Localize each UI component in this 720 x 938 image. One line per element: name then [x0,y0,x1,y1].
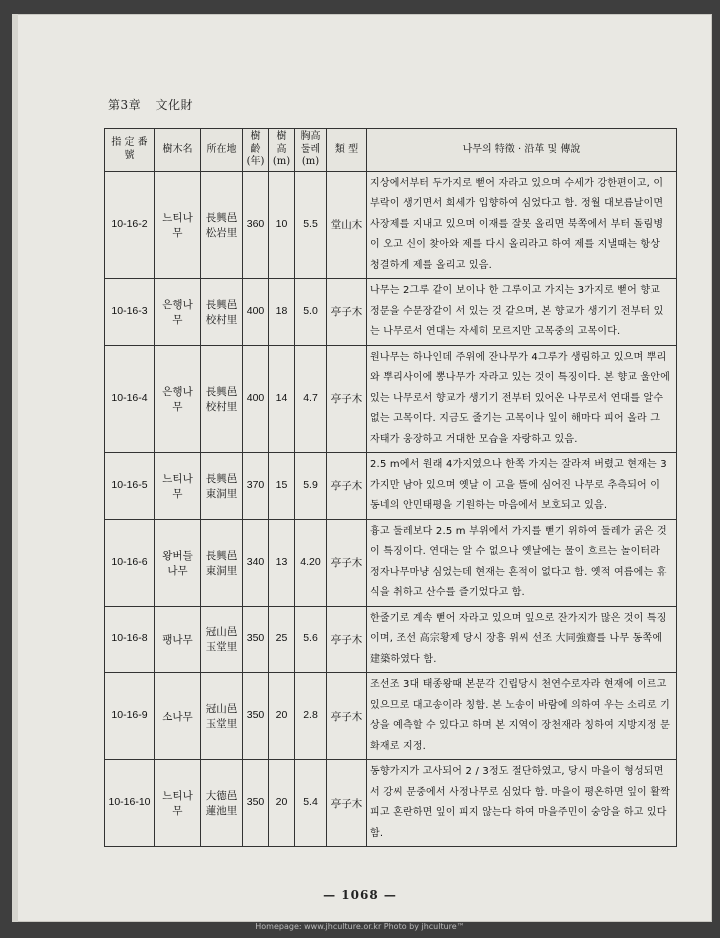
designation-number-cell: 10-16-9 [105,673,155,760]
height-cell: 20 [269,673,295,760]
table-row [105,519,677,606]
tree-table [104,128,677,847]
designation-number-cell: 10-16-2 [105,171,155,279]
type-cell: 亭子木 [327,279,367,346]
description-cell: 2.5 m에서 원래 4가지였으나 한쪽 가지는 잘라져 버렸고 현재는 3가지만 남아 있으며 옛날 이 고을 뜰에 심어진 나무로 추측되어 이 동네의 안민태평을 기원하는 마음에서 보호되고 있음. [367,453,677,520]
height-cell: 20 [269,760,295,847]
type-cell: 亭子木 [327,519,367,606]
description-cell: 지상에서부터 두가지로 뻗어 자라고 있으며 수세가 강한편이고, 이 부락이 생기면서 희세가 입향하여 심었다고 함. 정월 대보름날이면 사장제를 지내고 있으며 이재를 잘못 올리면 북쪽에서 부터 돌림병이 오고 신이 찾아와 제를 다시 올리라고 하여 제를 지낼때는 항상 청결하게 제를 올리고 있음. [367,171,677,279]
girth-cell: 5.6 [295,606,327,673]
description-cell: 나무는 2그루 같이 보이나 한 그루이고 가지는 3가지로 뻗어 향교 정문을 수문장같이 서 있는 것 같으며, 본 향교가 생기기 전부터 있는 나무로서 연대는 자세히 모르지만 고목중의 고목이다. [367,279,677,346]
girth-cell: 5.4 [295,760,327,847]
designation-number-cell: 10-16-6 [105,519,155,606]
location-cell: 長興邑 東洞里 [201,453,243,520]
girth-cell: 5.9 [295,453,327,520]
header-cell: 胸高둘레(m) [295,129,327,172]
height-cell: 15 [269,453,295,520]
designation-number-cell: 10-16-4 [105,345,155,453]
location-cell: 大德邑 蓮池里 [201,760,243,847]
header-cell: 指 定 番 號 [105,129,155,172]
height-cell: 14 [269,345,295,453]
tree-name-cell: 은행나무 [155,279,201,346]
designation-number-cell: 10-16-10 [105,760,155,847]
tree-name-cell: 은행나무 [155,345,201,453]
girth-cell: 5.5 [295,171,327,279]
type-cell: 亭子木 [327,606,367,673]
age-cell: 360 [243,171,269,279]
tree-name-cell: 소나무 [155,673,201,760]
location-cell: 長興邑 校村里 [201,345,243,453]
tree-name-cell: 느티나무 [155,453,201,520]
age-cell: 350 [243,760,269,847]
girth-cell: 4.7 [295,345,327,453]
age-cell: 340 [243,519,269,606]
description-cell: 동향가지가 고사되어 2 / 3정도 절단하였고, 당시 마을이 형성되면서 강씨 문중에서 사정나무로 심었다 함. 마을이 평온하면 잎이 활짝피고 혼란하면 잎이 피지 않는다 하여 마을주민이 숭앙을 하고 있다 함. [367,760,677,847]
table-row [105,279,677,346]
designation-number-cell: 10-16-3 [105,279,155,346]
type-cell: 堂山木 [327,171,367,279]
designation-number-cell: 10-16-8 [105,606,155,673]
girth-cell: 4.20 [295,519,327,606]
location-cell: 長興邑 校村里 [201,279,243,346]
table-row [105,760,677,847]
table-row [105,453,677,520]
location-cell: 冠山邑 玉堂里 [201,606,243,673]
page-binding-edge [12,14,18,922]
location-cell: 長興邑 松岩里 [201,171,243,279]
section-label: 文化財 [155,98,193,112]
table-row [105,345,677,453]
chapter-header [108,96,203,113]
tree-name-cell: 왕버들 나무 [155,519,201,606]
type-cell: 亭子木 [327,345,367,453]
header-cell: 類 型 [327,129,367,172]
height-cell: 18 [269,279,295,346]
location-cell: 長興邑 東洞里 [201,519,243,606]
type-cell: 亭子木 [327,453,367,520]
age-cell: 370 [243,453,269,520]
age-cell: 400 [243,279,269,346]
header-cell: 樹高 (m) [269,129,295,172]
table-header-row [105,129,677,172]
tree-name-cell: 느티나무 [155,171,201,279]
girth-cell: 2.8 [295,673,327,760]
age-cell: 350 [243,673,269,760]
table-row [105,606,677,673]
height-cell: 25 [269,606,295,673]
header-cell: 나무의 特徵 · 沿革 및 傳說 [367,129,677,172]
tree-name-cell: 느티나무 [155,760,201,847]
designation-number-cell: 10-16-5 [105,453,155,520]
table-row [105,171,677,279]
table-row [105,673,677,760]
type-cell: 亭子木 [327,760,367,847]
chapter-label: 第3章 [108,98,142,112]
tree-name-cell: 팽나무 [155,606,201,673]
height-cell: 13 [269,519,295,606]
header-cell: 所在地 [201,129,243,172]
age-cell: 350 [243,606,269,673]
description-cell: 흉고 둘레보다 2.5 m 부위에서 가지를 뻗기 위하여 둘레가 굵은 것이 특징이다. 연대는 알 수 없으나 옛날에는 물이 흐르는 놀이터라 정자나무마냥 심었는데 현재는 흔적이 없다고 함. 옛적 여름에는 휴식을 취하고 산수를 즐기었다고 함. [367,519,677,606]
header-cell: 樹木名 [155,129,201,172]
page-number: — 1068 — [323,888,397,902]
girth-cell: 5.0 [295,279,327,346]
description-cell: 조선조 3대 태종왕때 본문각 긴립당시 천연수로자라 현재에 이르고 있으므로 대고송이라 칭함. 본 노송이 바람에 의하여 우는 소리로 기상을 예측할 수 있다고 하며 본 지역이 장천재라 칭하여 지방지정 문화재로 지정. [367,673,677,760]
type-cell: 亭子木 [327,673,367,760]
photo-credit: Homepage: www.jhculture.or.kr Photo by jhculture™ [255,922,465,931]
header-cell: 樹齡 (年) [243,129,269,172]
description-cell: 한줄기로 계속 뻗어 자라고 있으며 잎으로 잔가지가 많은 것이 특징이며, 조선 高宗황제 당시 장흥 위씨 선조 大同強齋를 나무 동쪽에 建築하였다 함. [367,606,677,673]
age-cell: 400 [243,345,269,453]
description-cell: 원나무는 하나인데 주위에 잔나무가 4그루가 생림하고 있으며 뿌리와 뿌리사이에 뽕나무가 자라고 있는 것이 특징이다. 본 향교 울안에 있는 나무로서 향교가 생기기 전부터 있어온 나무로서 연대를 알수 없는 고목이다. 지금도 줄기는 고목이나 잎이 해마다 피어 올라 그 자태가 웅장하고 거대한 모습을 자랑하고 있음. [367,345,677,453]
location-cell: 冠山邑 玉堂里 [201,673,243,760]
height-cell: 10 [269,171,295,279]
